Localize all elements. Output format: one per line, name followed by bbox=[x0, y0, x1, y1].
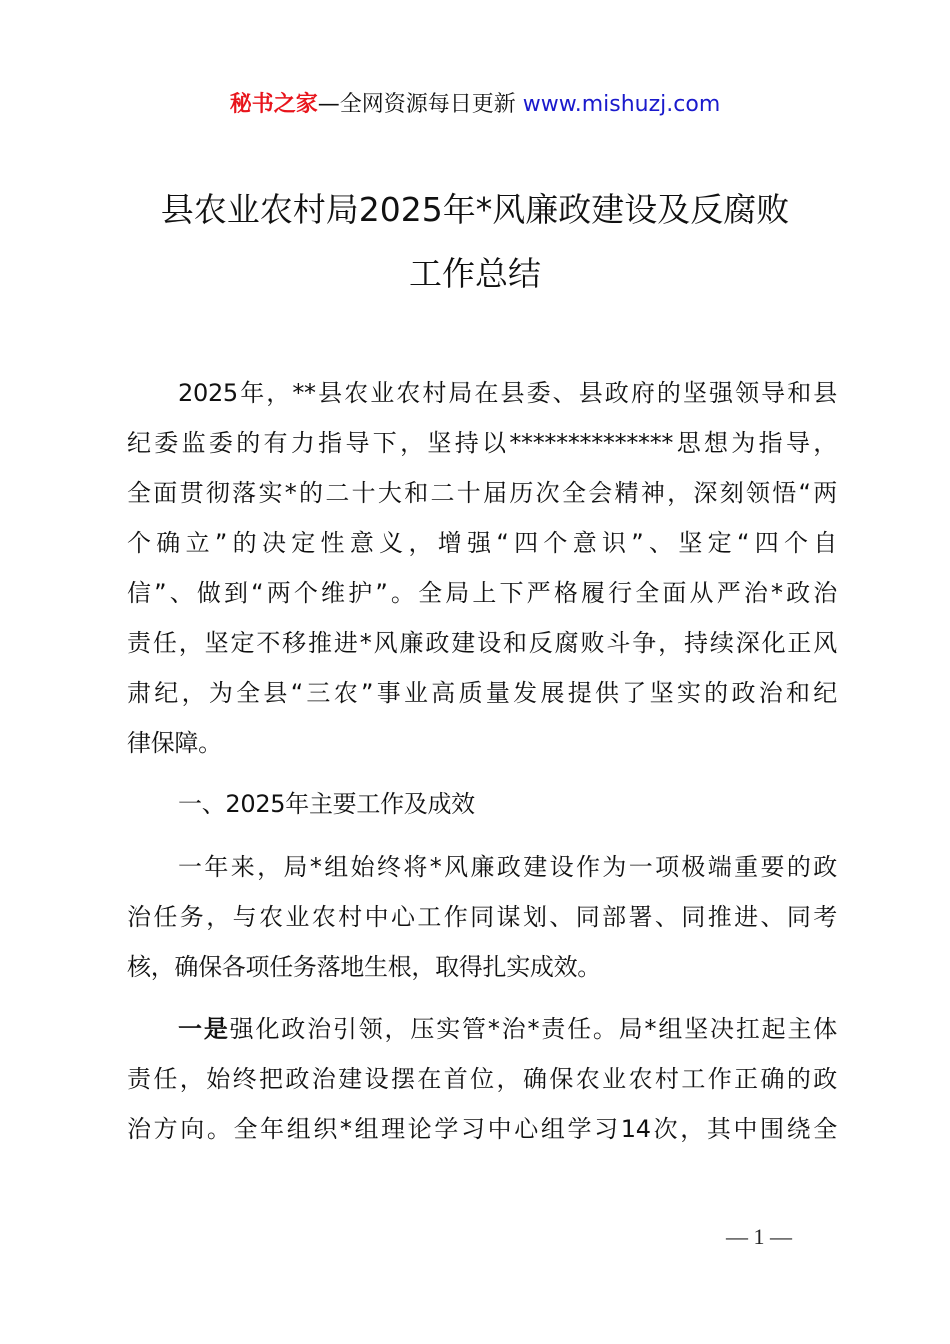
banner-brand: 秘书之家 bbox=[229, 92, 318, 117]
text-line: 全面贯彻落实*的二十大和二十届历次全会精神，深刻领悟“两 bbox=[127, 479, 837, 507]
point-text: 强化政治引领，压实管*治*责任。局*组坚决扛起主体 bbox=[229, 1015, 837, 1043]
text-line: 治方向。全年组织*组理论学习中心组学习14次，其中围绕全 bbox=[127, 1115, 837, 1143]
site-banner bbox=[0, 88, 950, 122]
text-line: 一年来，局*组始终将*风廉政建设作为一项极端重要的政 bbox=[178, 853, 837, 881]
text-line: 个确立”的决定性意义，增强“四个意识”、坚定“四个自 bbox=[127, 529, 837, 557]
page-number: — 1 — bbox=[726, 1224, 792, 1249]
banner-url-link[interactable]: www.mishuzj.com bbox=[522, 92, 721, 117]
text-line: 核，确保各项任务落地生根，取得扎实成效。 bbox=[127, 953, 601, 981]
text-line: 责任，坚定不移推进*风廉政建设和反腐败斗争，持续深化正风 bbox=[127, 629, 837, 657]
text-line: 2025年，**县农业农村局在县委、县政府的坚强领导和县 bbox=[178, 379, 837, 407]
text-line: 纪委监委的有力指导下，坚持以**************思想为指导， bbox=[127, 429, 837, 457]
text-line: 肃纪，为全县“三农”事业高质量发展提供了坚实的政治和纪 bbox=[127, 679, 837, 707]
point-lead: 一是 bbox=[178, 1015, 230, 1043]
section-heading: 一、2025年主要工作及成效 bbox=[178, 790, 475, 818]
text-line bbox=[178, 1012, 837, 1046]
document-title-line-1: 县农业农村局2025年*风廉政建设及反腐败 bbox=[160, 190, 790, 229]
document-title-line-2: 工作总结 bbox=[409, 254, 541, 293]
text-line: 治任务，与农业农村中心工作同谋划、同部署、同推进、同考 bbox=[127, 903, 837, 931]
text-line: 律保障。 bbox=[127, 729, 222, 757]
text-line: 信”、做到“两个维护”。全局上下严格履行全面从严治*政治 bbox=[127, 579, 837, 607]
banner-slogan: —全网资源每日更新 bbox=[317, 92, 523, 117]
text-line: 责任，始终把政治建设摆在首位，确保农业农村工作正确的政 bbox=[127, 1065, 837, 1093]
